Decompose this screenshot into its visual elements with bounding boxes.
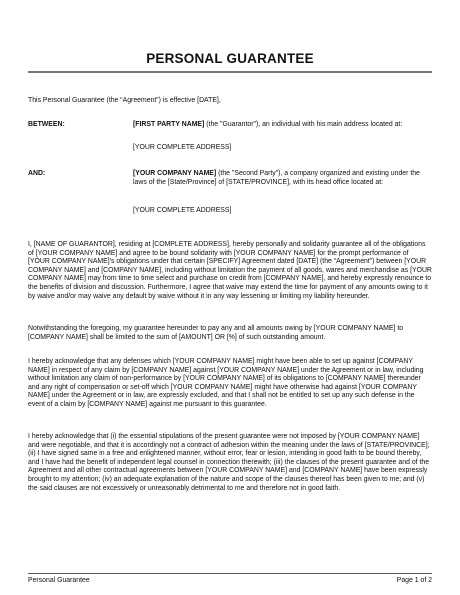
first-party-name: [FIRST PARTY NAME] <box>133 121 205 128</box>
footer-doc-title: Personal Guarantee <box>28 577 90 584</box>
title-divider <box>28 71 432 73</box>
second-party-text <box>133 170 425 187</box>
guarantee-paragraph: I, [NAME OF GUARANTOR], residing at [COMPLETE ADDRESS], hereby personally and solidarity guarantee all of the obligations of [YOUR COMPANY NAME] and agree to be bound solidarity with [YOUR COMPANY NAME] for the prompt performance of [YOUR COMPANY NAME]'s obligations under that certain [SPECIFY] Agreement dated [DATE] (the “Agreement”) between [YOUR COMPANY NAME] and [COMPANY NAME], including without limitation the payment of all goods, wares and merchandise as [YOUR COMPANY NAME] may from time to time select and purchase on credit from [COMPANY NAME], and hereby expressly renounce to the benefits of division and discussion. Furthermore, I agree that waive may extend the time for payment of any amounts owing to it by waive and/or may waive any default by waive without it in any way lessening or limiting my liability hereunder. <box>28 241 432 300</box>
between-label: BETWEEN: <box>28 121 65 128</box>
second-party-desc: (the "Second Party"), a company organized and existing under the laws of the [State/Province] of [STATE/PROVINCE], with its head office located at: <box>133 170 420 186</box>
defenses-paragraph: I hereby acknowledge that any defenses which [YOUR COMPANY NAME] might have been able to set up against [COMPANY NAME] in respect of any claim by [COMPANY NAME] against [YOUR COMPANY NAME] under the Agreement or in law, including without limitation any claim of non-performance by [YOUR COMPANY NAME] of its obligations to [COMPANY NAME] thereunder and any right of compensation or set-off which [YOUR COMPANY NAME] might have otherwise had against [YOUR COMPANY NAME] under the Agreement or in law, are expressly excluded, and that I shall not be entitled to set up any such defense in the event of a claim by [COMPANY NAME] against me pursuant to this guarantee. <box>28 358 424 408</box>
first-party-address: [YOUR COMPLETE ADDRESS] <box>133 144 232 151</box>
page-title: PERSONAL GUARANTEE <box>146 51 314 66</box>
footer-page-number: Page 1 of 2 <box>396 577 432 584</box>
intro-text: This Personal Guarantee (the “Agreement”) is effective [DATE], <box>28 97 221 104</box>
second-party-address: [YOUR COMPLETE ADDRESS] <box>133 207 232 214</box>
limitation-paragraph: Notwithstanding the foregoing, my guarantee hereunder to pay any and all amounts owing by [YOUR COMPANY NAME] to [COMPANY NAME] shall be limited to the sum of [AMOUNT] OR [%] of such outstanding amount. <box>28 325 404 341</box>
and-label: AND: <box>28 170 46 177</box>
footer-divider <box>28 573 432 574</box>
second-party-name: [YOUR COMPANY NAME] <box>133 170 217 177</box>
acknowledgement-paragraph: I hereby acknowledge that (i) the essential stipulations of the present guarantee were not imposed by [YOUR COMPANY NAME] and were negotiable, and that it is accordingly not a contract of adhesion within the meaning under the laws of [STATE/PROVINCE]; (ii) I have signed same in a free and enlightened manner, without error, fear or lesion, intending in good faith to be bound thereby, and I have had the benefit of independent legal counsel in connection therewith; (iii) the clauses of the present guarantee and of the Agreement and all other contractual agreements between [YOUR COMPANY NAME] and [COMPANY NAME] have been expressly brought to my attention; (iv) an adequate explanation of the nature and scope of the clauses thereof has been given to me; and (v) the said clauses are not excessively or unreasonably detrimental to me and therefore not in good faith. <box>28 433 430 492</box>
first-party-desc: (the "Guarantor"), an individual with his main address located at: <box>204 121 403 128</box>
first-party-text <box>133 121 423 130</box>
